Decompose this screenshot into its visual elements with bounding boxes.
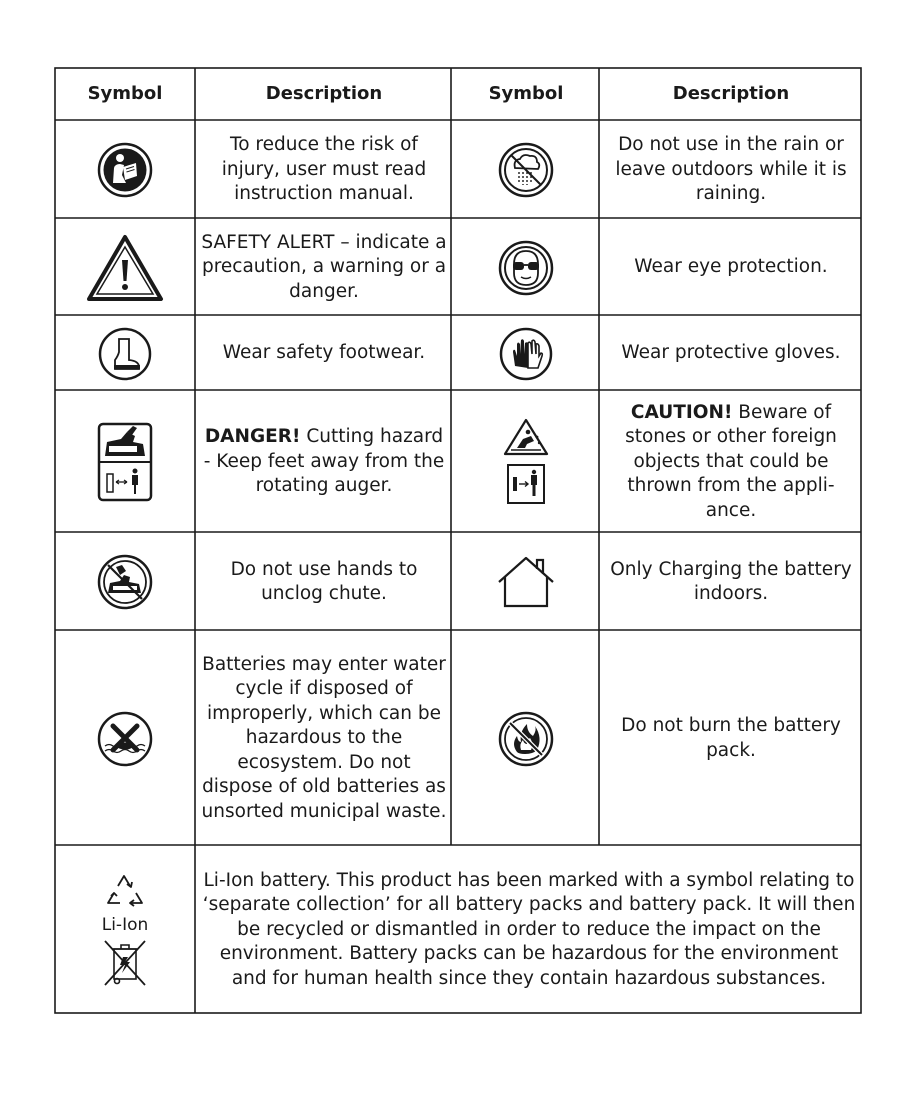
danger-text: Cutting hazard - Keep feet away from the rotating auger. [203,426,445,497]
battery-disposal-description: Li-Ion battery. This product has been marked with a symbol relating to ‘separate collection’ for all battery packs and battery pack. It will then be recycled or dismantled in order to reduce the impact on the environment. Battery packs can be hazardous for the environment and for human health since they contain hazardous substances. [202,869,856,989]
row3-left-description: Wear safety footwear. [222,342,426,364]
symbols-table [54,67,862,1014]
no-fire-icon [452,631,600,846]
row5-right-description: Only Charging the battery indoors. [610,558,852,604]
protective-gloves-icon [452,316,600,391]
eye-protection-icon [452,219,600,316]
recycle-icon [102,871,148,913]
house-icon [452,533,600,631]
li-ion-label: Li-Ion [101,915,149,935]
row6-left-description: Batteries may enter water cycle if disposed of improperly, which can be hazardous to the ecosystem. Do not dispose of old batteries as unsorted municipal waste. [201,653,447,822]
row2-right-description: Wear eye protection. [634,256,828,278]
read-manual-icon [54,121,196,219]
recycling-symbols [54,846,196,1014]
no-hands-chute-icon [54,533,196,631]
row2-left-description: SAFETY ALERT – indicate a precaution, a warning or a danger. [201,231,447,302]
caution-text: Beware of stones or other foreign objects that could be thrown from the appli-ance. [625,401,837,521]
row1-left-description: To reduce the risk of injury, user must read instruction manual. [221,134,427,205]
thrown-objects-icon [452,391,600,533]
row4-left-description [196,391,452,533]
row3-right-description: Wear protective gloves. [621,342,841,364]
safety-boot-icon [54,316,196,391]
row1-right-description: Do not use in the rain or leave outdoors while it is raining. [615,134,847,205]
crossed-bin-icon [101,937,149,989]
row6-right-description: Do not burn the battery pack. [621,715,841,761]
header-symbol-right: Symbol [488,82,564,104]
header-description-right: Description [672,82,790,104]
header-symbol-left: Symbol [87,82,163,104]
cutting-hazard-icon [54,391,196,533]
row5-left-description: Do not use hands to unclog chute. [230,558,418,604]
safety-alert-triangle-icon [54,219,196,316]
caution-label: CAUTION! [630,401,733,423]
danger-label: DANGER! [204,426,301,448]
header-description-left: Description [265,82,383,104]
row4-right-description [600,391,862,533]
no-rain-icon [452,121,600,219]
no-water-disposal-icon [54,631,196,846]
